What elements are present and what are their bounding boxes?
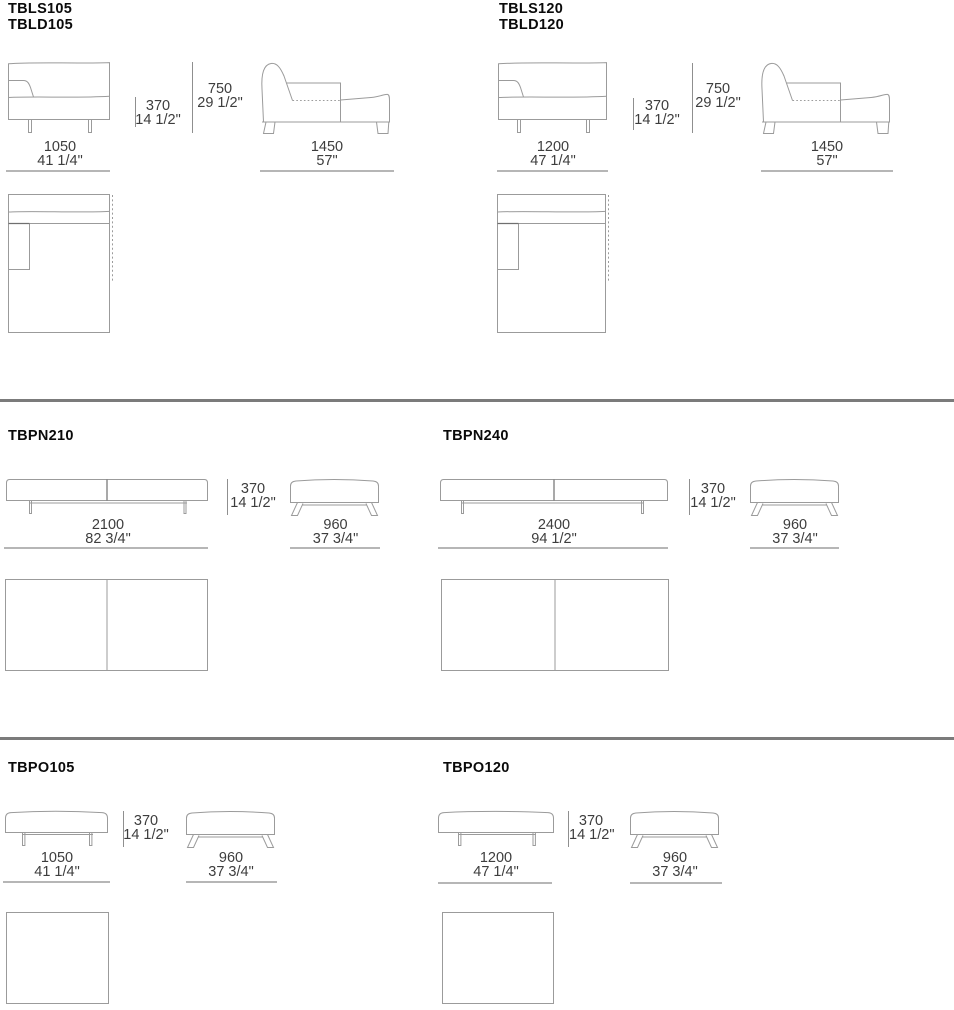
dim-in: 37 3/4" (312, 530, 359, 547)
product-code-tbl105 (8, 2, 73, 33)
product-code-tbpo105 (8, 761, 75, 777)
depth-dim-underline (630, 882, 722, 884)
section-divider-2 (0, 737, 954, 740)
dim-mm: 1450 (810, 139, 844, 155)
product-code-tbpn240 (443, 429, 509, 445)
width-dim-underline (4, 547, 208, 549)
width-dim-underline (438, 547, 668, 549)
dim-in: 14 1/2" (135, 111, 181, 128)
width-dimension (436, 852, 556, 879)
total-height-dim-line (692, 63, 693, 133)
side-view-drawing-tbl120 (756, 57, 896, 135)
dim-mm: 370 (578, 813, 604, 829)
total-height-dimension (695, 83, 741, 110)
product-code-line2: TBLD105 (8, 16, 73, 33)
dim-mm: 2100 (91, 517, 125, 533)
product-code-line1: TBPN210 (8, 428, 74, 444)
dim-in: 47 1/4" (530, 152, 576, 169)
dim-mm: 1050 (43, 139, 77, 155)
dim-in: 14 1/2" (230, 494, 276, 511)
plan-view-drawing-tbpo105 (4, 910, 112, 1007)
product-code-line1: TBPO120 (443, 760, 510, 776)
width-dim-underline (3, 881, 110, 883)
dim-in: 37 3/4" (772, 530, 818, 547)
product-code-line2: TBLD120 (499, 16, 564, 33)
depth-dimension (258, 141, 396, 168)
side-view-drawing-tbpn240 (747, 477, 843, 517)
total-height-dimension (196, 83, 244, 110)
dim-mm: 370 (133, 813, 159, 829)
dim-in: 14 1/2" (123, 826, 169, 843)
depth-dim-underline (260, 170, 394, 172)
dim-in: 29 1/2" (197, 94, 243, 111)
dim-mm: 1200 (479, 850, 513, 866)
depth-dim-underline (750, 547, 839, 549)
width-dim-underline (6, 170, 110, 172)
dim-in: 57" (816, 152, 838, 169)
dim-mm: 370 (145, 98, 171, 114)
seat-height-dimension (134, 100, 182, 127)
dim-in: 41 1/4" (34, 863, 80, 880)
dim-in: 82 3/4" (85, 530, 131, 547)
front-view-drawing-tbpo120 (436, 809, 558, 849)
width-dimension (494, 141, 612, 168)
dim-mm: 1050 (40, 850, 74, 866)
dim-mm: 750 (705, 81, 731, 97)
total-height-dim-line (192, 62, 193, 133)
section-divider-1 (0, 399, 954, 402)
width-dimension (2, 852, 112, 879)
depth-dimension (758, 141, 896, 168)
width-dimension (437, 519, 671, 546)
dim-mm: 960 (218, 850, 244, 866)
product-code-tbpo120 (443, 761, 510, 777)
plan-view-drawing-tbpn210 (3, 576, 213, 674)
dim-in: 37 3/4" (208, 863, 254, 880)
dim-in: 14 1/2" (569, 826, 615, 843)
seat-height-dimension (634, 100, 680, 127)
plan-view-drawing-tbl105 (5, 192, 119, 336)
depth-dim-underline (290, 547, 380, 549)
front-view-drawing-tbl120 (495, 59, 611, 135)
front-view-drawing-tbpn210 (3, 477, 213, 517)
plan-view-drawing-tbpn240 (437, 576, 673, 674)
dim-mm: 370 (240, 481, 266, 497)
depth-dimension (184, 852, 278, 879)
dim-in: 94 1/2" (531, 530, 577, 547)
dim-in: 47 1/4" (473, 863, 519, 880)
depth-dimension (748, 519, 842, 546)
plan-view-drawing-tbl120 (495, 192, 615, 336)
depth-dim-underline (761, 170, 893, 172)
side-view-drawing-tbl105 (256, 57, 396, 135)
dim-mm: 1200 (536, 139, 570, 155)
dim-mm: 960 (323, 517, 348, 533)
side-view-drawing-tbpo120 (627, 809, 723, 849)
front-view-drawing-tbl105 (5, 59, 115, 135)
depth-dimension (628, 852, 722, 879)
dim-in: 29 1/2" (695, 94, 741, 111)
width-dim-underline (438, 882, 552, 884)
side-view-drawing-tbpo105 (183, 809, 279, 849)
seat-height-dimension (123, 815, 169, 842)
width-dimension (3, 519, 213, 546)
width-dimension (4, 141, 116, 168)
product-code-line1: TBPN240 (443, 428, 509, 444)
front-view-drawing-tbpo105 (3, 809, 113, 849)
seat-height-dimension (228, 483, 278, 510)
dim-mm: 1450 (310, 139, 344, 155)
product-code-line1: TBLS105 (8, 1, 73, 17)
dim-in: 14 1/2" (690, 494, 736, 511)
dim-mm: 370 (700, 481, 726, 497)
depth-dimension (288, 519, 383, 546)
front-view-drawing-tbpn240 (437, 477, 671, 517)
dim-mm: 960 (662, 850, 688, 866)
dim-in: 57" (316, 152, 338, 169)
dim-in: 37 3/4" (652, 863, 698, 880)
product-code-tbpn210 (8, 429, 74, 445)
dim-mm: 2400 (537, 517, 571, 533)
dim-mm: 750 (207, 81, 233, 97)
seat-height-dimension (688, 483, 738, 510)
dim-mm: 370 (644, 98, 670, 114)
width-dim-underline (497, 170, 608, 172)
depth-dim-underline (186, 881, 277, 883)
seat-height-dimension (569, 815, 613, 842)
dim-in: 41 1/4" (37, 152, 83, 169)
product-code-tbl120 (499, 2, 564, 33)
dim-in: 14 1/2" (634, 111, 680, 128)
plan-view-drawing-tbpo120 (440, 910, 556, 1007)
product-code-line1: TBPO105 (8, 760, 75, 776)
product-code-line1: TBLS120 (499, 1, 564, 17)
dim-mm: 960 (782, 517, 808, 533)
side-view-drawing-tbpn210 (287, 477, 383, 517)
